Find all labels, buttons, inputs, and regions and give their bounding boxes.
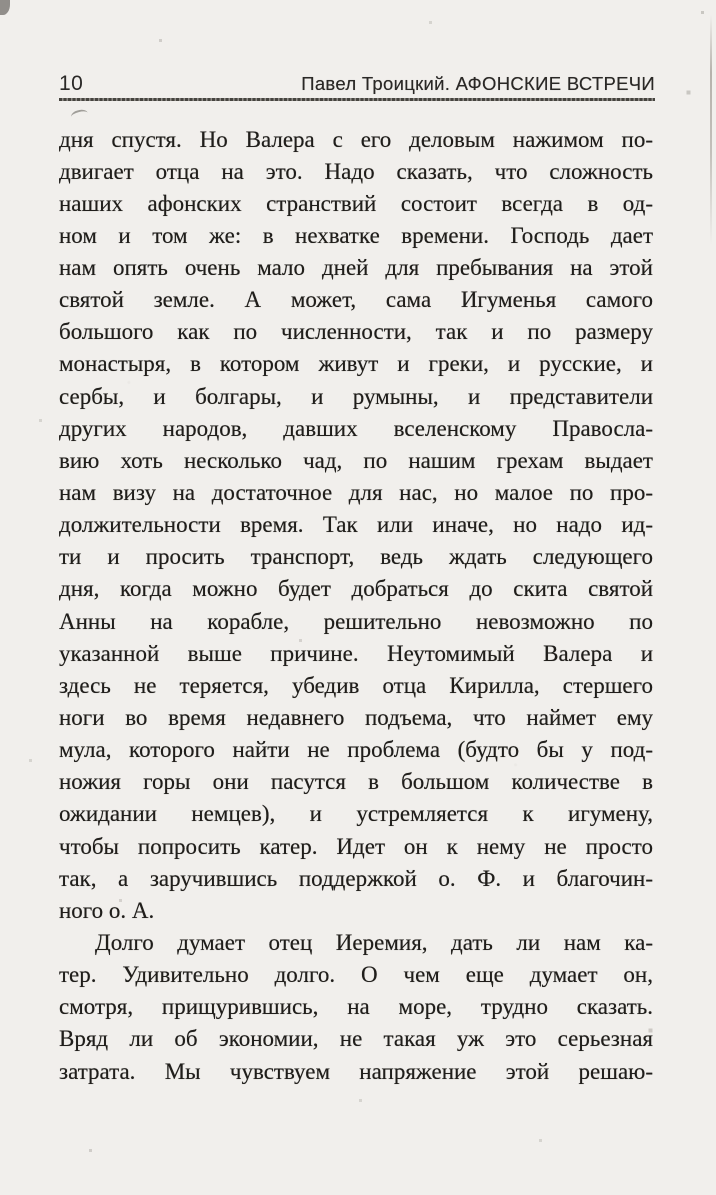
text-line: так, а заручившись поддержкой о. Ф. и благочин- <box>59 865 653 891</box>
paragraph <box>59 124 653 928</box>
text-line: нам опять очень мало дней для пребывания на этой <box>59 255 653 281</box>
text-line: Долго думает отец Иеремия, дать ли нам ка- <box>95 930 653 956</box>
header-rule <box>59 98 655 101</box>
text-line: большого как по численности, так и по размеру <box>59 319 653 345</box>
text-line: сербы, и болгары, и румыны, и представители <box>59 383 653 409</box>
text-line: дня спустя. Но Валера с его деловым нажимом по- <box>59 126 653 152</box>
text-line: вию хоть несколько чад, по нашим грехам выдает <box>59 447 653 473</box>
text-line: наших афонских странствий состоит всегда в од- <box>59 190 653 216</box>
text-line: затрата. Мы чувствуем напряжение этой решаю- <box>59 1058 653 1084</box>
text-line: других народов, давших вселенскому Правосла- <box>59 415 653 441</box>
text-line: ти и просить транспорт, ведь ждать следующего <box>59 544 653 570</box>
paragraph <box>59 927 653 1088</box>
text-line: нам визу на достаточное для нас, но малое по про- <box>59 480 653 506</box>
text-line: мула, которого найти не проблема (будто бы у под- <box>59 737 653 763</box>
text-line: ного о. А. <box>59 897 155 923</box>
text-line: Вряд ли об экономии, не такая уж это серьезная <box>59 1026 653 1052</box>
text-line: ном и том же: в нехватке времени. Господь дает <box>59 222 653 248</box>
text-line: ожидании немцев), и устремляется к игумену, <box>59 801 653 827</box>
page-number: 10 <box>59 72 84 95</box>
running-title: Павел Троицкий. АФОНСКИЕ ВСТРЕЧИ <box>301 73 655 94</box>
page-header <box>59 72 655 96</box>
scan-speckles <box>0 0 1 1</box>
text-line: ножия горы они пасутся в большом количестве в <box>59 769 653 795</box>
text-line: указанной выше причине. Неутомимый Валера и <box>59 640 653 666</box>
text-line: смотря, прищурившись, на море, трудно сказать. <box>59 994 653 1020</box>
text-line: монастыря, в котором живут и греки, и русские, и <box>59 351 653 377</box>
text-line: дня, когда можно будет добраться до скита святой <box>59 576 653 602</box>
text-line: здесь не теряется, убедив отца Кирилла, стершего <box>59 672 653 698</box>
page-edge-shadow <box>710 15 712 245</box>
text-line: должительности время. Так или иначе, но надо ид- <box>59 512 653 538</box>
margin-pen-mark <box>70 108 89 122</box>
text-line: тер. Удивительно долго. О чем еще думает он, <box>59 962 653 988</box>
scan-corner-artifact <box>0 0 10 15</box>
text-line: чтобы попросить катер. Идет он к нему не просто <box>59 833 653 859</box>
text-line: двигает отца на это. Надо сказать, что сложность <box>59 158 653 184</box>
text-line: Анны на корабле, решительно невозможно по <box>59 608 653 634</box>
body-text <box>59 124 653 1088</box>
text-line: ноги во время недавнего подъема, что наймет ему <box>59 705 653 731</box>
text-line: святой земле. А может, сама Игуменья самого <box>59 287 653 313</box>
